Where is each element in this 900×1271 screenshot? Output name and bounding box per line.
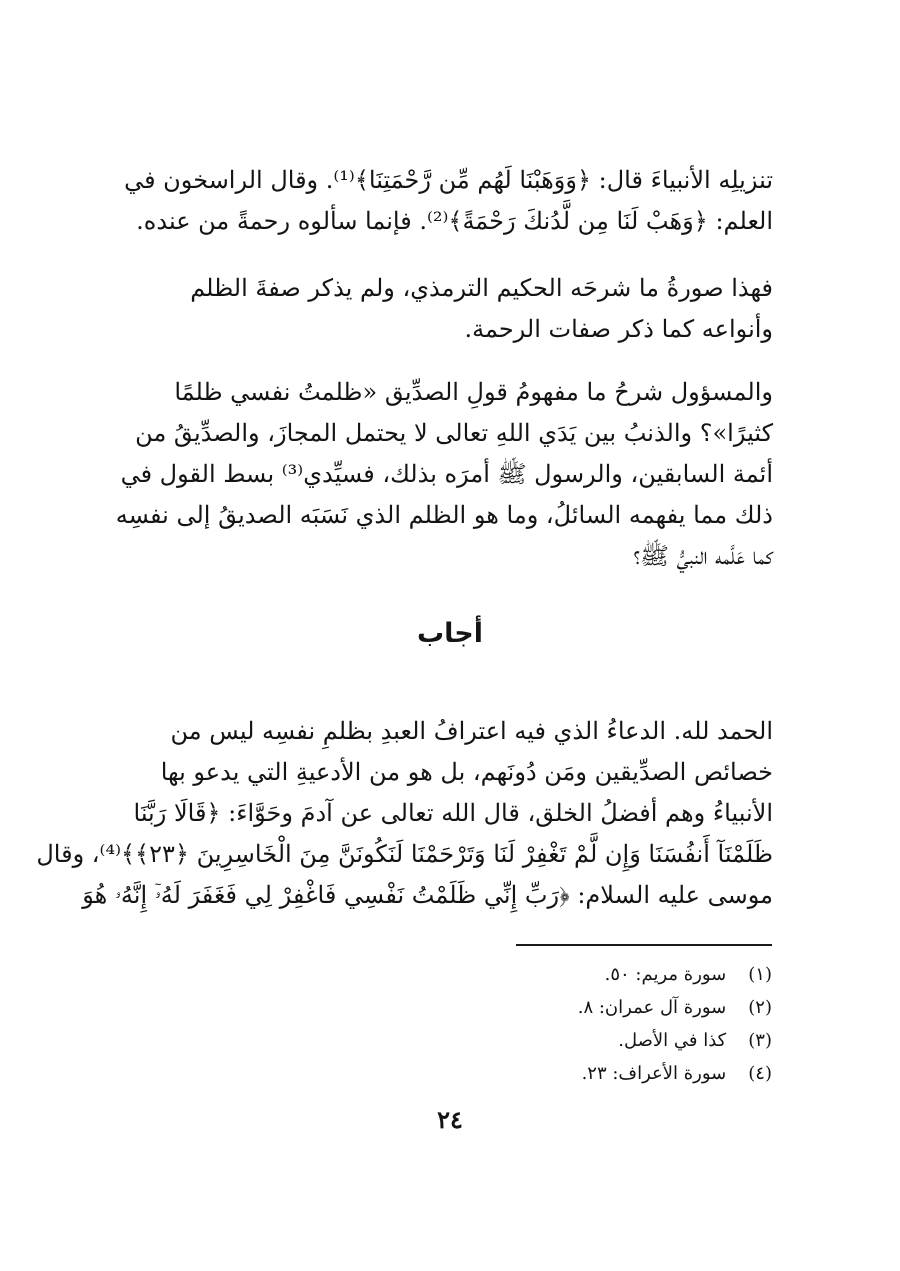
text-line: كما عَلَّمه النبيُّ ﷺ؟ [633,542,773,570]
footnote-item [380,1057,772,1090]
text-line: وأنواعه كما ذكر صفات الرحمة. [464,315,773,343]
footnote-text: كذا في الأصل. [618,1030,727,1051]
text-line: خصائص الصدِّيقين ومَن دُونَهم، بل هو من الأدعيةِ التي يدعو بها [160,758,773,786]
footnotes-list [380,958,772,1090]
paragraph-question [115,372,773,577]
text-line: ظَلَمْنَآ أَنفُسَنَا وَإِن لَّمْ تَغْفِرْ لَنَا وَتَرْحَمْنَا لَنَكُونَنَّ مِنَ الْخَاسِرِينَ ﴿٢٣﴾﴾⁽⁴⁾، وقال [36,840,773,868]
paragraph-tirmidhi-summary [128,268,773,350]
page-number: ٢٤ [437,1105,463,1134]
footnote-text: سورة آل عمران: ٨. [577,997,727,1018]
text-line: والمسؤول شرحُ ما مفهومُ قولِ الصدِّيق «ظلمتُ نفسي ظلمًا [174,378,773,406]
footnote-text: سورة مريم: ٥٠. [604,964,727,985]
text-line: كثيرًا»؟ والذنبُ بين يَدَي اللهِ تعالى لا يحتمل المجازَ، والصدِّيقُ من [135,419,773,447]
paragraph-answer [36,711,773,916]
paragraph-intro-verses [124,160,773,242]
footnote-separator [516,944,772,946]
section-heading-answer: أجاب [417,618,483,649]
text-line: تنزيلِه الأنبياءَ قال: ﴿وَوَهَبْنَا لَهُم مِّن رَّحْمَتِنَا﴾⁽¹⁾. وقال الراسخون في [124,166,773,194]
text-line: فهذا صورةُ ما شرحَه الحكيم الترمذي، ولم يذكر صفةَ الظلم [190,274,773,302]
footnote-marker: (٤) [748,1063,772,1084]
footnote-marker: (١) [748,964,772,985]
footnote-item [380,991,772,1024]
text-line: أئمة السابقين، والرسول ﷺ أمرَه بذلك، فسيِّدي⁽³⁾ بسط القول في [120,460,773,488]
text-line: ذلك مما يفهمه السائلُ، وما هو الظلم الذي نَسَبَه الصديقُ إلى نفسِه [115,501,773,529]
footnote-text: سورة الأعراف: ٢٣. [581,1063,727,1084]
text-line: العلم: ﴿وَهَبْ لَنَا مِن لَّدُنكَ رَحْمَةً﴾⁽²⁾. فإنما سألوه رحمةً من عنده. [136,207,773,235]
footnote-item [380,1024,772,1057]
text-line: الأنبياءُ وهم أفضلُ الخلق، قال الله تعالى عن آدمَ وحَوَّاءَ: ﴿قَالَا رَبَّنَا [133,799,773,827]
footnote-marker: (٢) [748,997,772,1018]
text-line: موسى عليه السلام: ﴿رَبِّ إِنِّي ظَلَمْتُ نَفْسِي فَاغْفِرْ لِي فَغَفَرَ لَهُۥٓ إِنَّهُۥ هُوَ [82,881,773,909]
footnote-marker: (٣) [748,1030,772,1051]
text-line: الحمد لله. الدعاءُ الذي فيه اعترافُ العبدِ بظلمِ نفسِه ليس من [170,717,773,745]
footnote-item [380,958,772,991]
